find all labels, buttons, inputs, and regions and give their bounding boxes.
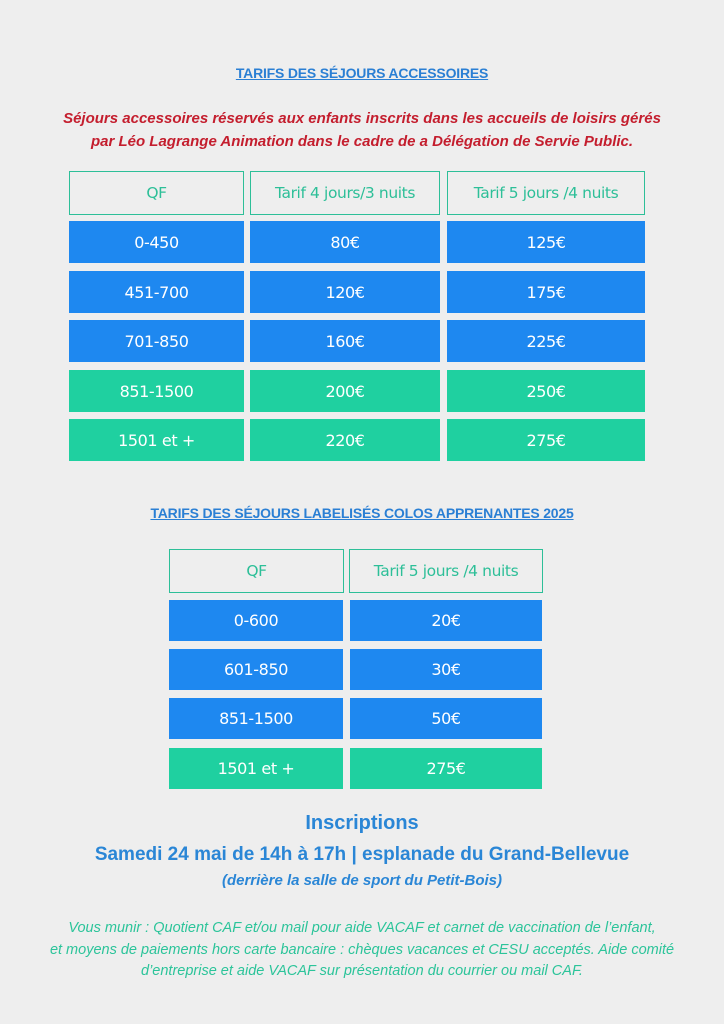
intro-line-1: Séjours accessoires réservés aux enfants inscrits dans les accueils de loisirs gérés	[63, 110, 661, 127]
intro-text	[20, 107, 704, 153]
tarif-4-jours-cell: 160€	[250, 320, 440, 362]
tarif-5-jours-cell: 20€	[350, 600, 542, 641]
inscriptions-location-note: (derrière la salle de sport du Petit-Bois)	[221, 872, 503, 889]
footer-line-1: Vous munir : Quotient CAF et/ou mail pour aide VACAF et carnet de vaccination de l’enfant,	[68, 920, 656, 936]
qf-cell: 0-450	[69, 221, 244, 263]
intro-line-2: par Léo Lagrange Animation dans le cadre de a Délégation de Servie Public.	[90, 133, 634, 150]
tarif-5-jours-cell: 275€	[447, 419, 645, 461]
tarif-4-jours-cell: 200€	[250, 370, 440, 412]
header-qf: QF	[169, 549, 344, 593]
header-tarif-4-jours: Tarif 4 jours/3 nuits	[250, 171, 440, 215]
tarif-5-jours-cell: 175€	[447, 271, 645, 313]
tarif-5-jours-cell: 275€	[350, 748, 542, 789]
qf-cell: 601-850	[169, 649, 343, 690]
footer-note	[14, 918, 710, 983]
qf-cell: 0-600	[169, 600, 343, 641]
tarif-4-jours-cell: 80€	[250, 221, 440, 263]
qf-cell: 701-850	[69, 320, 244, 362]
section2-title: TARIFS DES SÉJOURS LABELISÉS COLOS APPRENANTES 2025	[150, 505, 574, 521]
inscriptions-title: Inscriptions	[305, 812, 419, 834]
qf-cell: 851-1500	[69, 370, 244, 412]
tarif-4-jours-cell: 220€	[250, 419, 440, 461]
footer-line-3: d’entreprise et aide VACAF sur présentation du courrier ou mail CAF.	[141, 963, 583, 979]
inscriptions-date-place: Samedi 24 mai de 14h à 17h | esplanade du Grand-Bellevue	[94, 844, 630, 865]
header-tarif-5-jours: Tarif 5 jours /4 nuits	[349, 549, 543, 593]
header-qf: QF	[69, 171, 244, 215]
tarif-5-jours-cell: 225€	[447, 320, 645, 362]
footer-line-2: et moyens de paiements hors carte bancaire : chèques vacances et CESU acceptés. Aide comité	[49, 941, 675, 958]
qf-cell: 851-1500	[169, 698, 343, 739]
qf-cell: 1501 et +	[169, 748, 343, 789]
tarif-5-jours-cell: 125€	[447, 221, 645, 263]
qf-cell: 1501 et +	[69, 419, 244, 461]
tarif-5-jours-cell: 250€	[447, 370, 645, 412]
tarif-4-jours-cell: 120€	[250, 271, 440, 313]
tarif-5-jours-cell: 50€	[350, 698, 542, 739]
section1-title: TARIFS DES SÉJOURS ACCESSOIRES	[235, 65, 489, 81]
tarif-5-jours-cell: 30€	[350, 649, 542, 690]
qf-cell: 451-700	[69, 271, 244, 313]
header-tarif-5-jours: Tarif 5 jours /4 nuits	[447, 171, 645, 215]
